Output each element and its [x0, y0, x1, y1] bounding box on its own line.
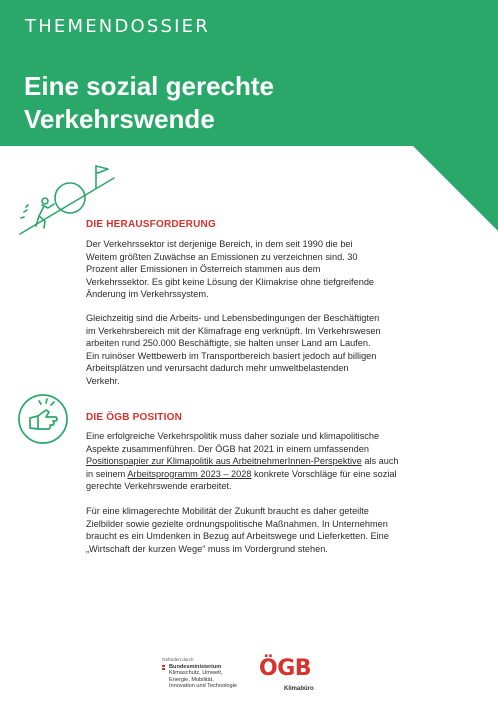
text-line: gerechte Verkehrswende erarbeitet. [86, 481, 232, 492]
text-line: Der Verkehrssektor ist derjenige Bereich, in dem seit 1990 die bei [86, 239, 353, 249]
corner-triangle [412, 145, 498, 231]
section-heading-challenge: DIE HERAUSFORDERUNG [86, 219, 216, 230]
text-line: „Wirtschaft der kurzen Wege“ muss im Vordergrund stehen. [86, 543, 328, 554]
section-heading-position: DIE ÖGB POSITION [86, 412, 182, 423]
text-fragment: als auch [361, 456, 399, 467]
text-line: Arbeitsplätzen und verursacht dadurch mehr umweltbelastenden [86, 363, 349, 374]
title-line-2: Verkehrswende [24, 104, 215, 134]
position-paragraph-1 [86, 430, 432, 493]
text-line: Ein ruinöser Wettbewerb im Transportbereich basiert jedoch auf billigen [86, 350, 377, 361]
ministry-logo-text [169, 664, 269, 690]
text-line: Änderung im Verkehrssystem. [86, 289, 209, 300]
ministry-line: Bundesministerium [169, 664, 222, 670]
text-line: Prozent aller Emissionen in Österreich stammen aus dem [86, 264, 321, 275]
text-line: braucht es ein Umdenken in Bezug auf Arbeitswege und Lieferketten. Eine [86, 531, 389, 542]
ministry-line: Energie, Mobilität, [169, 676, 214, 683]
kicker: THEMENDOSSIER [25, 16, 210, 37]
text-line: Verkehr. [86, 375, 120, 386]
ministry-line: Klimaschutz, Umwelt, [169, 670, 223, 677]
text-line: Weitem größten Zuwächse an Emissionen zu verzeichnen sind. 30 [86, 251, 358, 262]
thumbs-up-hand-icon [16, 392, 70, 451]
ministry-line: Innovation und Technologie [169, 683, 238, 690]
text-fragment: konkrete Vorschläge für eine sozial [251, 468, 397, 479]
klimabuero-label: Klimabüro [284, 686, 314, 692]
text-line: Eine erfolgreiche Verkehrspolitik muss daher soziale und klimapolitische [86, 431, 380, 441]
person-pushing-boulder-uphill-icon [18, 158, 118, 243]
challenge-paragraph-1 [86, 238, 432, 301]
challenge-paragraph-2 [86, 312, 432, 388]
oegb-logo: ÖGB [259, 656, 312, 681]
text-line: Für eine klimagerechte Mobilität der Zukunft braucht es daher geteilte [86, 506, 369, 516]
position-paragraph-2 [86, 505, 432, 555]
text-line: Aspekte zusammenführen. Der ÖGB hat 2021 in einem umfassenden [86, 443, 369, 454]
text-fragment: in seinem [86, 468, 128, 479]
work-programme-link[interactable]: Arbeitsprogramm 2023 – 2028 [127, 468, 252, 479]
text-line [86, 455, 432, 468]
page-title [24, 70, 444, 136]
header-band [0, 0, 498, 146]
austria-flag-icon [162, 665, 165, 670]
text-line: Zielbilder sowie gezielte ordnungspolitische Maßnahmen. In Unternehmen [86, 518, 388, 529]
position-paper-link[interactable]: Positionspapier zur Klimapolitik aus ArbeitnehmerInnen-Perspektive [86, 456, 362, 467]
title-line-1: Eine sozial gerechte [24, 71, 274, 101]
text-line: Gleichzeitig sind die Arbeits- und Lebensbedingungen der Beschäftigten [86, 313, 380, 323]
funded-by-label: Gefördert durch [162, 657, 194, 662]
text-line: arbeiten rund 250.000 Beschäftigte, sie halten unser Land am Laufen. [86, 338, 371, 349]
text-line [86, 468, 432, 481]
text-line: im Verkehrsbereich mit der Klimafrage eng verknüpft. Im Verkehrswesen [86, 325, 381, 336]
text-line: Verkehrssektor. Es gibt keine Lösung der Klimakrise ohne tiefgreifende [86, 276, 375, 287]
